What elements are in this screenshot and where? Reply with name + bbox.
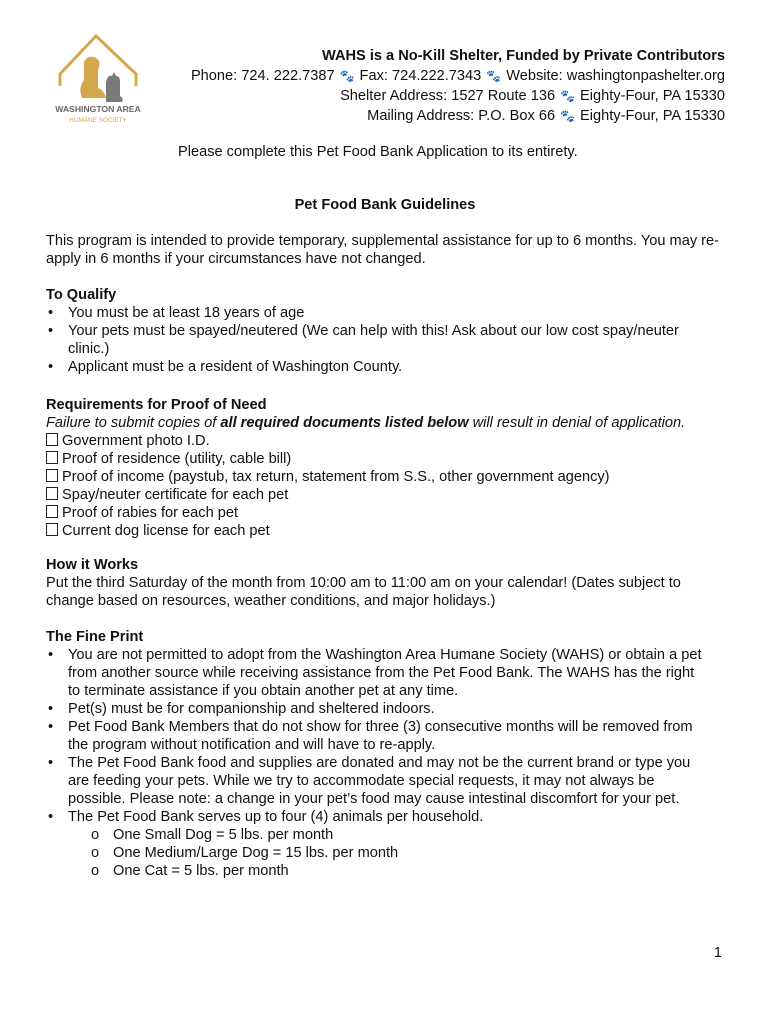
checkbox[interactable] (46, 451, 58, 464)
guidelines-text: This program is intended to provide temporary, supplemental assistance for up to 6 months. You may re-apply in 6 months if your circumstances have not changed. (46, 233, 720, 267)
checklist-item: Current dog license for each pet (46, 522, 736, 540)
phone-text: Phone: 724. 222.7387 (190, 68, 335, 84)
paw-icon: 🐾 (560, 89, 576, 103)
logo-text-1: WASHINGTON AREA (55, 104, 141, 114)
fine-print-heading: The Fine Print (46, 629, 144, 645)
checkbox[interactable] (46, 487, 58, 500)
list-item: • You must be at least 18 years of age (46, 304, 736, 322)
logo-text-2: HUMANE SOCIETY (69, 117, 127, 124)
checkbox[interactable] (46, 505, 58, 518)
requirements-section (46, 396, 736, 540)
list-item: • Pet(s) must be for companionship and sheltered indoors. (46, 700, 736, 718)
list-item: • Pet Food Bank Members that do not show for three (3) consecutive months will be removed from the program without notification and will have to re-apply. (46, 718, 736, 754)
header-title: WAHS is a No-Kill Shelter, Funded by Private Contributors (321, 48, 725, 64)
fax-text: Fax: 724.222.7343 (359, 68, 482, 84)
house-dog-cat-logo-icon (48, 28, 148, 132)
how-heading: How it Works (46, 557, 139, 573)
mailing-address: Mailing Address: P.O. Box 66 (367, 108, 556, 124)
mailing-address-line (160, 106, 725, 126)
shelter-address: Shelter Address: 1527 Route 136 (340, 88, 556, 104)
shelter-address-line (160, 86, 725, 106)
contact-line (160, 66, 725, 86)
checkbox[interactable] (46, 433, 58, 446)
list-item: • Applicant must be a resident of Washington County. (46, 358, 736, 376)
website-text: Website: washingtonpashelter.org (506, 68, 725, 84)
checkbox[interactable] (46, 469, 58, 482)
list-item: • The Pet Food Bank serves up to four (4) animals per household. (46, 808, 736, 826)
paw-icon: 🐾 (560, 109, 576, 123)
how-text: Put the third Saturday of the month from 10:00 am to 11:00 am on your calendar! (Dates subject to change based on resources, weather conditions, and major holidays.) (46, 575, 681, 609)
how-section (46, 556, 736, 610)
checkbox[interactable] (46, 523, 58, 536)
checklist-item: Proof of income (paystub, tax return, statement from S.S., other government agency) (46, 468, 736, 486)
paw-icon: 🐾 (339, 69, 355, 83)
paw-icon: 🐾 (486, 69, 502, 83)
checklist-item: Spay/neuter certificate for each pet (46, 486, 736, 504)
contact-header (160, 46, 725, 126)
qualify-heading: To Qualify (46, 287, 117, 303)
guidelines-heading: Pet Food Bank Guidelines (294, 197, 476, 213)
checklist-item: Proof of rabies for each pet (46, 504, 736, 522)
shelter-city: Eighty-Four, PA 15330 (580, 88, 725, 104)
checklist-item: Proof of residence (utility, cable bill) (46, 450, 736, 468)
sub-list-item: o One Cat = 5 lbs. per month (46, 862, 736, 880)
sub-list-item: o One Small Dog = 5 lbs. per month (46, 826, 736, 844)
org-logo (48, 28, 148, 132)
requirements-note: Failure to submit copies of all required documents listed below will result in denial of application. (46, 415, 686, 431)
mailing-city: Eighty-Four, PA 15330 (580, 108, 725, 124)
list-item: • The Pet Food Bank food and supplies are donated and may not be the current brand or type you are feeding your pets. While we try to accommodate special requests, it may not always be possible. Please note: a change in your pet’s food may cause intestinal discomfort for your pet. (46, 754, 736, 808)
list-item: • You are not permitted to adopt from the Washington Area Humane Society (WAHS) or obtain a pet from another source while receiving assistance from the Pet Food Bank. The WAHS has the right to terminate assistance if you obtain another pet at any time. (46, 646, 736, 700)
sub-list-item: o One Medium/Large Dog = 15 lbs. per month (46, 844, 736, 862)
page-number: 1 (713, 945, 722, 961)
list-item: • Your pets must be spayed/neutered (We can help with this! Ask about our low cost spay/neuter clinic.) (46, 322, 736, 358)
intro-text: Please complete this Pet Food Bank Application to its entirety. (178, 144, 578, 160)
fine-print-section (46, 628, 736, 880)
qualify-section (46, 286, 736, 376)
checklist-item: Government photo I.D. (46, 432, 736, 450)
requirements-heading: Requirements for Proof of Need (46, 397, 267, 413)
